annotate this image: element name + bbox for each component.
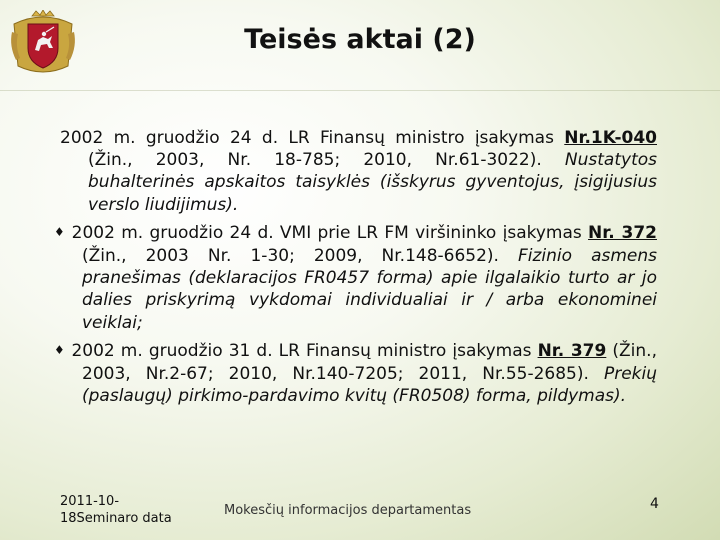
item-lead: 2002 m. gruodžio 24 d. VMI prie LR FM viršininko įsakymas: [71, 222, 589, 243]
document-number: Nr. 372: [588, 222, 657, 243]
document-number: Nr.1K-040: [564, 128, 657, 148]
item-description: Nustatytos buhalterinės apskaitos taisyklės (išskyrus gyventojus, įsigijusius verslo liudijimus).: [88, 150, 657, 215]
page-title: Teisės aktai (2): [244, 24, 476, 55]
item-references: (Žin., 2003 Nr. 1-30; 2009, Nr.148-6652).: [82, 246, 518, 267]
item-description: Fizinio asmens pranešimas (deklaracijos FR0457 forma) apie ilgalaikio turto ar jo dalies priskyrimą vykdomai individualiai ir / arba ekonominei veiklai;: [82, 246, 658, 333]
title-divider: [0, 90, 720, 91]
list-item: [54, 222, 657, 334]
slide-body: [54, 127, 658, 413]
footer-department: Mokesčių informacijos departamentas: [224, 503, 472, 518]
page-number: 4: [650, 496, 659, 512]
document-number: Nr. 379: [537, 340, 607, 361]
item-description: Prekių (paslaugų) pirkimo-pardavimo kvitų (FR0508) forma, pildymas).: [82, 364, 657, 407]
footer-date: 2011-10-18Seminaro data: [60, 494, 172, 526]
diamond-bullet-icon: ♦: [54, 342, 66, 357]
item-references: (Žin., 2003, Nr. 18-785; 2010, Nr.61-3022).: [88, 150, 565, 171]
item-lead: 2002 m. gruodžio 31 d. LR Finansų ministro įsakymas: [71, 340, 538, 361]
item-references: (Žin., 2003, Nr.2-67; 2010, Nr.140-7205; 2011, Nr.55-2685).: [82, 340, 657, 385]
list-item: [60, 127, 657, 216]
diamond-bullet-icon: ♦: [54, 224, 66, 239]
item-lead: 2002 m. gruodžio 24 d. LR Finansų ministro įsakymas: [60, 128, 565, 148]
list-item: [54, 340, 657, 408]
